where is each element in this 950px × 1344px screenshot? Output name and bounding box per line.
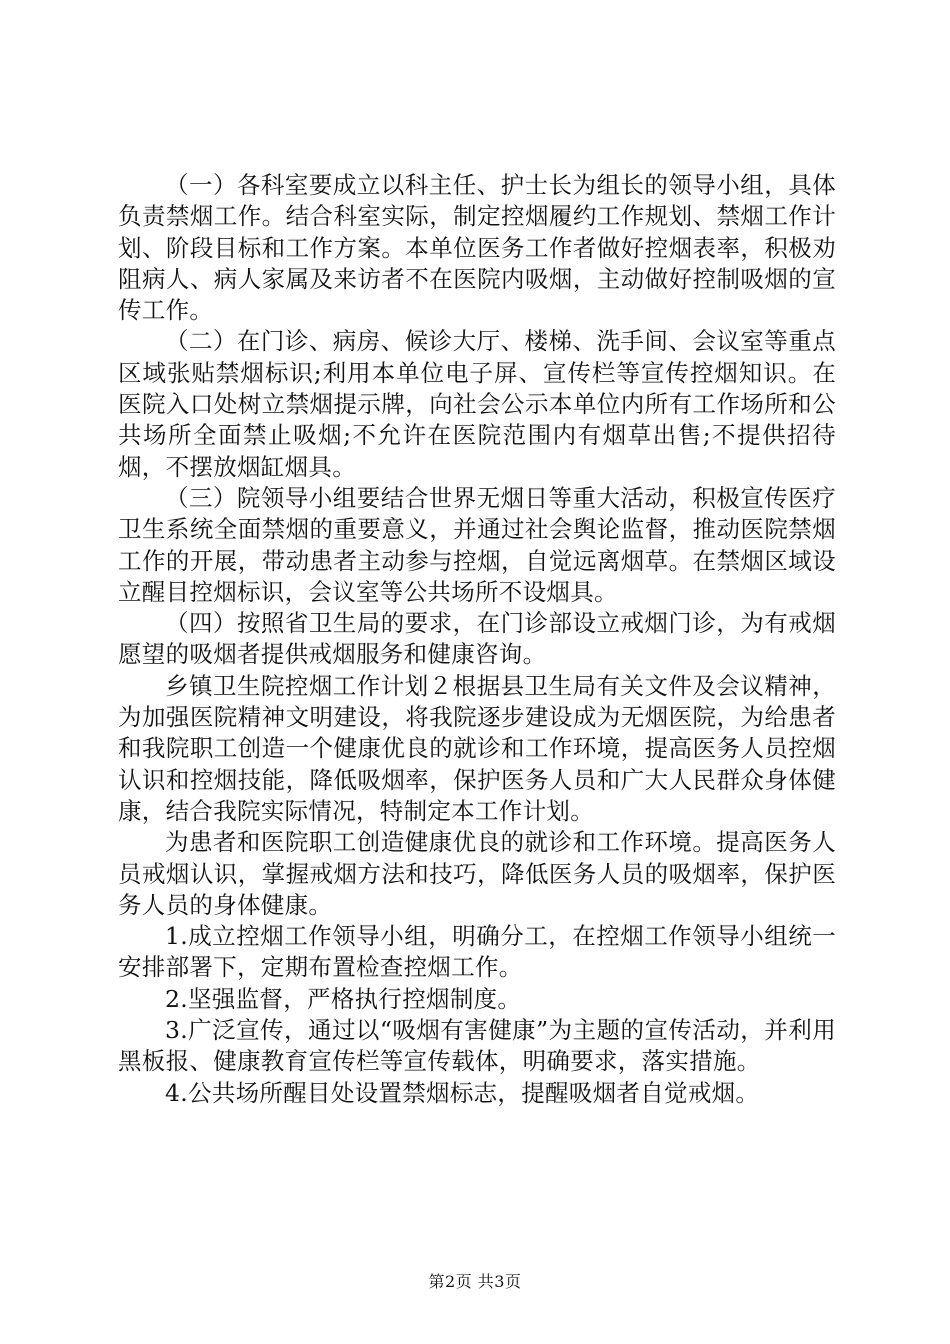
paragraph-10: 4.公共场所醒目处设置禁烟标志，提醒吸烟者自觉戒烟。 [165, 1078, 760, 1107]
paragraph-6: 为患者和医院职工创造健康优良的就诊和工作环境。提高医务人员戒烟认识，掌握戒烟方法和技巧，降低医务人员的吸烟率，保护医务人员的身体健康。 [118, 828, 836, 919]
paragraph-9: 3.广泛宣传，通过以“吸烟有害健康”为主题的宣传活动，并利用黑板报、健康教育宣传栏等宣传载体，明确要求，落实措施。 [118, 1016, 836, 1076]
document-body [118, 170, 836, 1109]
paragraph-5: 乡镇卫生院控烟工作计划２根据县卫生局有关文件及会议精神，为加强医院精神文明建设，将我院逐步建设成为无烟医院，为给患者和我院职工创造一个健康优良的就诊和工作环境，提高医务人员控烟认识和控烟技能，降低吸烟率，保护医务人员和广大人民群众身体健康，结合我院实际情况，特制定本工作计划。 [118, 671, 836, 825]
paragraph-2: （二）在门诊、病房、候诊大厅、楼梯、洗手间、会议室等重点区域张贴禁烟标识;利用本单位电子屏、宣传栏等宣传控烟知识。在医院入口处树立禁烟提示牌，向社会公示本单位内所有工作场所和公共场所全面禁止吸烟;不允许在医院范围内有烟草出售;不提供招待烟，不摆放烟缸烟具。 [118, 327, 836, 481]
paragraph-8: 2.坚强监督，严格执行控烟制度。 [165, 984, 522, 1013]
paragraph-7: 1.成立控烟工作领导小组，明确分工，在控烟工作领导小组统一安排部署下，定期布置检查控烟工作。 [118, 922, 836, 982]
paragraph-3: （三）院领导小组要结合世界无烟日等重大活动，积极宣传医疗卫生系统全面禁烟的重要意义，并通过社会舆论监督，推动医院禁烟工作的开展，带动患者主动参与控烟，自觉远离烟草。在禁烟区域设立醒目控烟标识，会议室等公共场所不设烟具。 [118, 483, 836, 606]
paragraph-4: （四）按照省卫生局的要求，在门诊部设立戒烟门诊，为有戒烟愿望的吸烟者提供戒烟服务和健康咨询。 [118, 609, 836, 669]
page-number-footer: 第2页 共3页 [428, 1272, 522, 1291]
paragraph-1: （一）各科室要成立以科主任、护士长为组长的领导小组，具体负责禁烟工作。结合科室实际，制定控烟履约工作规划、禁烟工作计划、阶段目标和工作方案。本单位医务工作者做好控烟表率，积极劝阻病人、病人家属及来访者不在医院内吸烟，主动做好控制吸烟的宣传工作。 [118, 171, 836, 325]
